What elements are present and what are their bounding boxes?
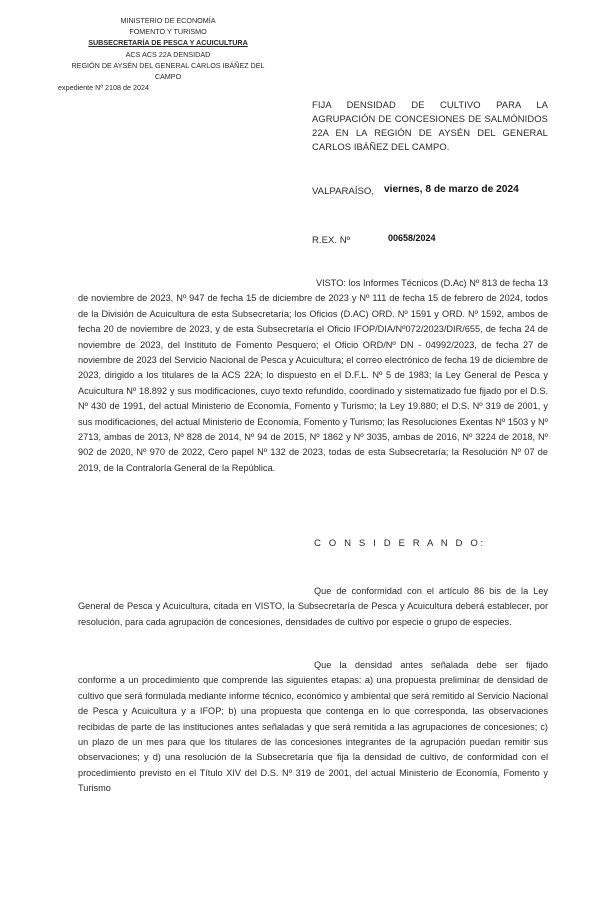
- ministry-name: MINISTERIO DE ECONOMÍA: [120, 16, 216, 25]
- reference-region: REGIÓN DE AYSÉN DEL GENERAL CARLOS IBÁÑEZ DEL CAMPO: [71, 60, 265, 82]
- considerando-heading: C O N S I D E R A N D O:: [314, 538, 486, 549]
- place-label: VALPARAÍSO,: [312, 186, 375, 197]
- ministry-subname: FOMENTO Y TURISMO: [129, 27, 207, 37]
- resolution-subject: FIJA DENSIDAD DE CULTIVO PARA LA AGRUPACIÓN DE CONCESIONES DE SALMÓNIDOS 22A EN LA REGIÓN DE AYSÉN DEL GENERAL CARLOS IBÁÑEZ DEL CAMPO.: [312, 99, 548, 152]
- considerando-paragraph-1: Que de conformidad con el artículo 86 bis de la Ley General de Pesca y Acuicultura, citada en VISTO, la Subsecretaría de Pesca y Acuicultura deberá establecer, por resolución, para cada agrupación de concesiones, densidades de cultivo por especie o grupo de especies.: [78, 586, 548, 627]
- subsecretariat-name: SUBSECRETARÍA DE PESCA Y ACUICULTURA: [88, 38, 248, 48]
- resolution-date: viernes, 8 de marzo de 2024: [384, 184, 519, 195]
- reference-expediente: expediente Nº 2108 de 2024: [58, 83, 149, 93]
- reference-acs: ACS ACS 22A DENSIDAD: [125, 49, 211, 59]
- considerando-paragraph-2: Que la densidad antes señalada debe ser fijado conforme a un procedimiento que comprende las siguientes etapas: a) una propuesta preliminar de densidad de cultivo que será formulada mediante informe técnico, económico y ambiental que será remitido al Servicio Nacional de Pesca y Acuicultura y a IFOP; b) una propuesta que contenga en lo que corresponda, las observaciones recibidas de parte de las instituciones antes señaladas y que será remitida a las agrupaciones de concesiones; c) un plazo de un mes para que los titulares de las concesiones integrantes de la agrupación puedan remitir sus observaciones; y d) una resolución de la Subsecretaría que fija la densidad de cultivo, de conformidad con el procedimiento previsto en el Título XIV del D.S. Nº 319 de 2001, del actual Ministerio de Economía, Fomento y Turismo: [78, 660, 548, 794]
- rex-label: R.EX. Nº: [312, 235, 351, 246]
- rex-number: 00658/2024: [388, 233, 436, 243]
- visto-paragraph: VISTO: los Informes Técnicos (D.Ac) Nº 813 de fecha 13 de noviembre de 2023, Nº 947 de fecha 15 de diciembre de 2023 y Nº 111 de fecha 15 de febrero de 2024, todos de la División de Acuicultura de esta Subsecretaría; los Oficios (D.AC) ORD. Nº 1591 y ORD. Nº 1592, ambos de fecha 20 de noviembre de 2023, y de esta Subsecretaría el Oficio IFOP/DIA/Nº072/2023/DIR/655, de fecha 24 de noviembre de 2023, del Instituto de Fomento Pesquero; el Oficio ORD/Nº DN - 04992/2023, de fecha 27 de noviembre de 2023 del Servicio Nacional de Pesca y Acuicultura; el correo electrónico de fecha 19 de diciembre de 2023, dirigido a los titulares de la ACS 22A; lo dispuesto en el D.F.L. Nº 5 de 1983; la Ley General de Pesca y Acuicultura Nº 18.892 y sus modificaciones, cuyo texto refundido, coordinado y sistematizado fue fijado por el D.S. Nº 430 de 1991, del actual Ministerio de Economía, Fomento y Turismo; la Ley 19.880; el D.S. Nº 319 de 2001, y sus modificaciones, del actual Ministerio de Economía, Fomento y Turismo; las Resoluciones Exentas Nº 1503 y Nº 2713, ambas de 2013, Nº 828 de 2014, Nº 94 de 2015, Nº 1862 y Nº 3035, ambas de 2016, Nº 3224 de 2018, Nº 902 de 2020, Nº 970 de 2022, Cero papel Nº 132 de 2023, todas de esta Subsecretaría; la Resolución Nº 07 de 2019, de la Contraloría General de la República.: [78, 278, 548, 473]
- letterhead: [58, 15, 278, 93]
